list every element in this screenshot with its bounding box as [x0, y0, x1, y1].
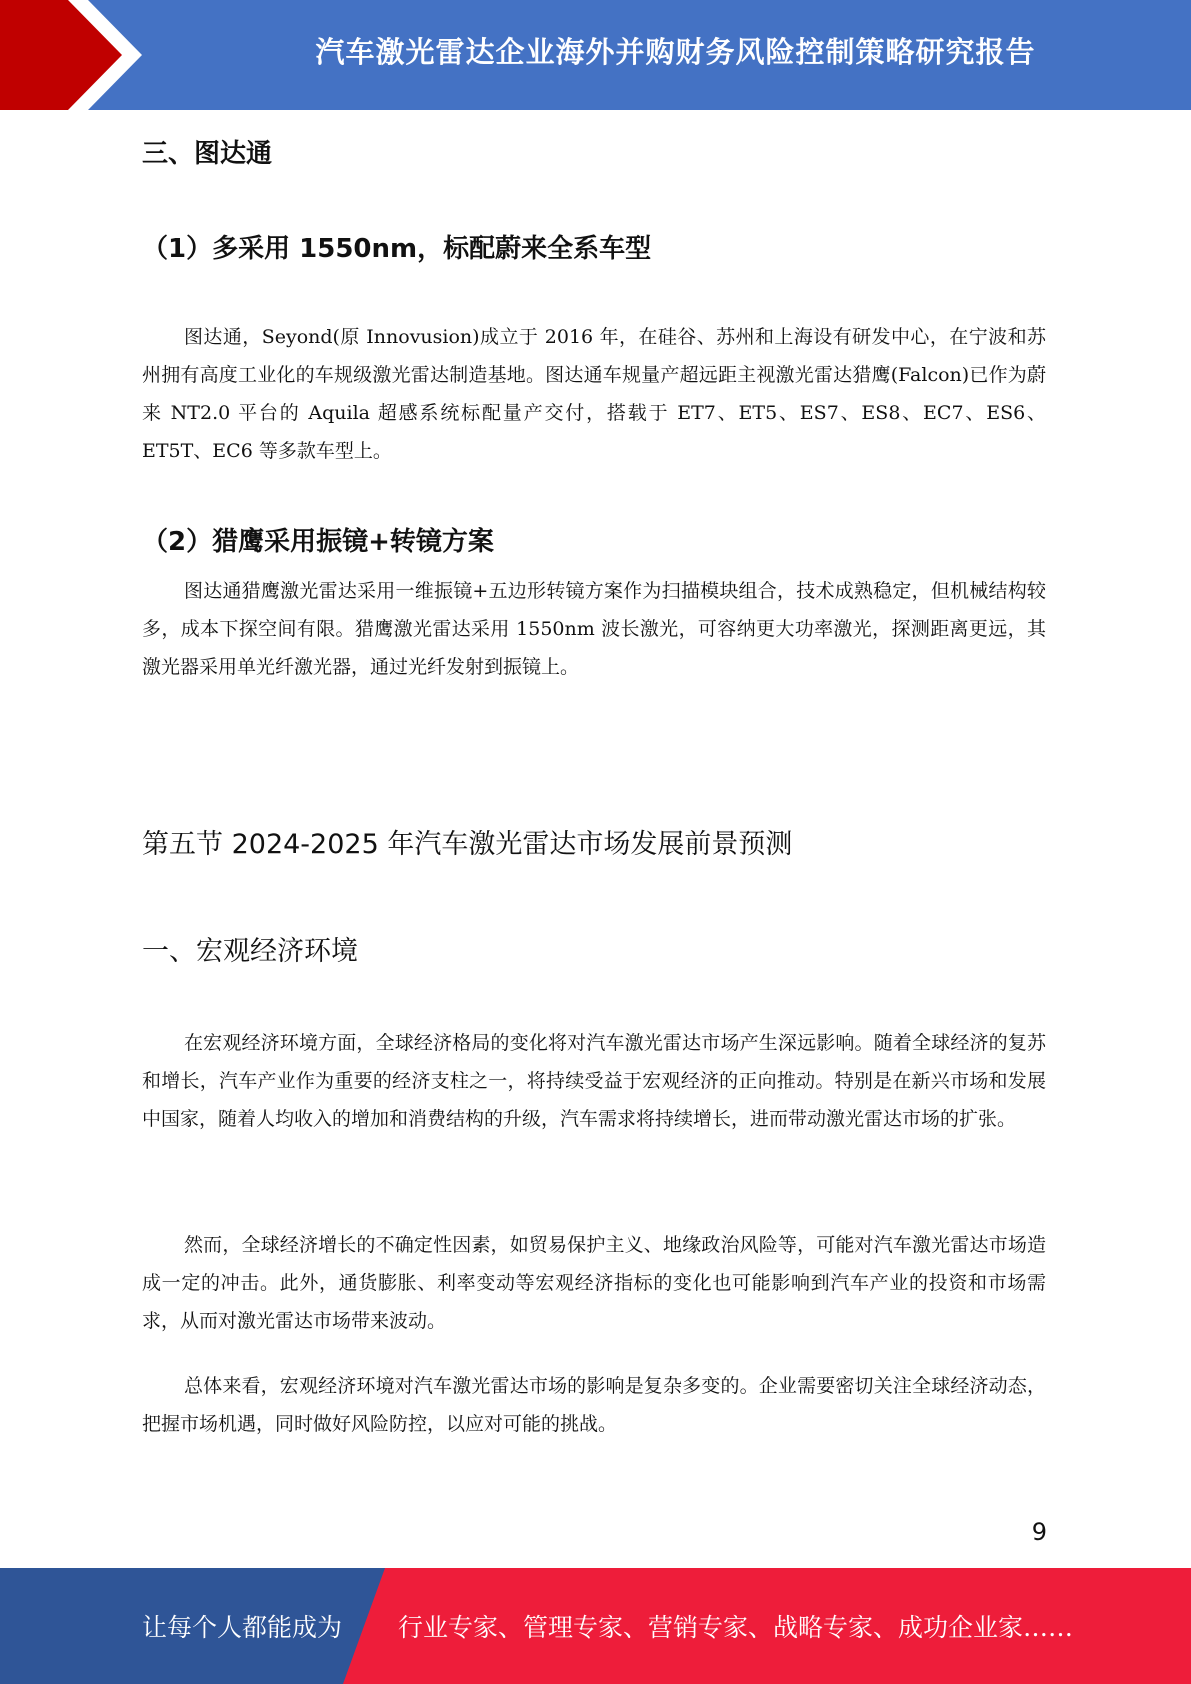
paragraph-macro-3: 总体来看，宏观经济环境对汽车激光雷达市场的影响是复杂多变的。企业需要密切关注全球经济动态，把握市场机遇，同时做好风险防控，以应对可能的挑战。: [142, 1375, 1046, 1435]
page-number: 9: [1031, 1518, 1047, 1546]
paragraph-tudatong-intro: 图达通，Seyond(原 Innovusion)成立于 2016 年，在硅谷、苏州和上海设有研发中心，在宁波和苏州拥有高度工业化的车规级激光雷达制造基地。图达通车规量产超远距主视激光雷达猎鹰(Falcon)已作为蔚来 NT2.0 平台的 Aquila 超感系统标配量产交付，搭载于 ET7、ET5、ES7、ES8、EC7、ES6、ET5T、EC6 等多款车型上。: [142, 326, 1046, 462]
chapter-heading: 第五节 2024-2025 年汽车激光雷达市场发展前景预测: [142, 829, 793, 860]
page-footer: [0, 1568, 1191, 1684]
page-header: [0, 0, 1191, 110]
paragraph-macro-1: 在宏观经济环境方面，全球经济格局的变化将对汽车激光雷达市场产生深远影响。随着全球经济的复苏和增长，汽车产业作为重要的经济支柱之一，将持续受益于宏观经济的正向推动。特别是在新兴市场和发展中国家，随着人均收入的增加和消费结构的升级，汽车需求将持续增长，进而带动激光雷达市场的扩张。: [142, 1032, 1046, 1130]
footer-slogan-left: 让每个人都能成为: [142, 1613, 343, 1642]
header-title: 汽车激光雷达企业海外并购财务风险控制策略研究报告: [315, 34, 1036, 69]
footer-slogan-right: 行业专家、管理专家、营销专家、战略专家、成功企业家……: [398, 1613, 1074, 1642]
section-heading-macro-economy: 一、宏观经济环境: [142, 936, 358, 967]
subheading-falcon-scheme: （2）猎鹰采用振镜+转镜方案: [142, 527, 494, 557]
paragraph-falcon-scheme: 图达通猎鹰激光雷达采用一维振镜+五边形转镜方案作为扫描模块组合，技术成熟稳定，但机械结构较多，成本下探空间有限。猎鹰激光雷达采用 1550nm 波长激光，可容纳更大功率激光，探测距离更远，其激光器采用单光纤激光器，通过光纤发射到振镜上。: [142, 580, 1046, 678]
paragraph-macro-2: 然而，全球经济增长的不确定性因素，如贸易保护主义、地缘政治风险等，可能对汽车激光雷达市场造成一定的冲击。此外，通货膨胀、利率变动等宏观经济指标的变化也可能影响到汽车产业的投资和市场需求，从而对激光雷达市场带来波动。: [142, 1234, 1046, 1332]
subheading-1550nm: （1）多采用 1550nm，标配蔚来全系车型: [142, 234, 652, 264]
section-heading-tudatong: 三、图达通: [142, 139, 273, 169]
